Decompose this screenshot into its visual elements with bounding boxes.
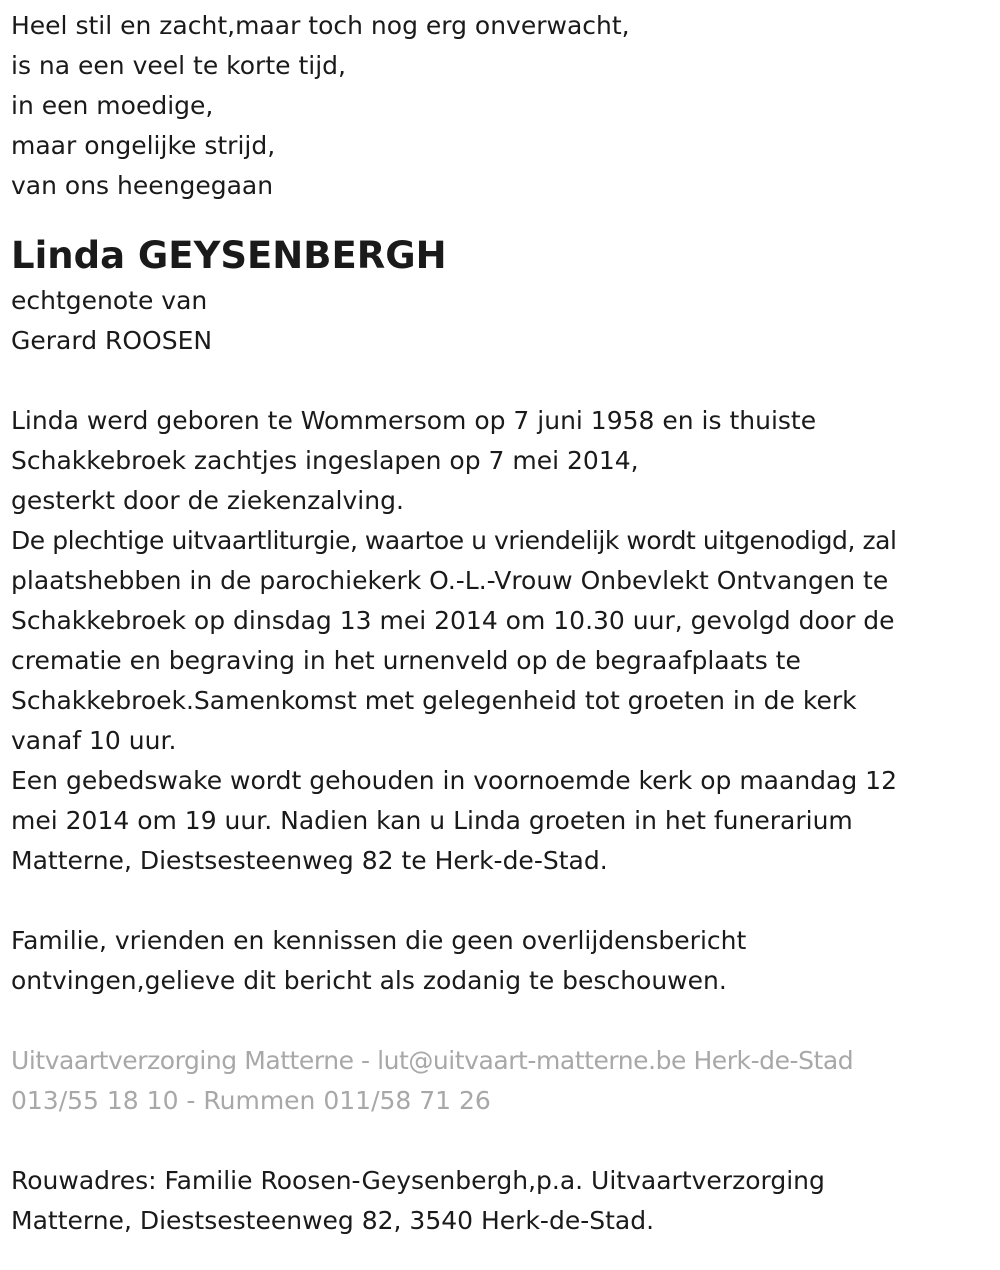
body-line: crematie en begraving in het urnenveld op de begraafplaats te [11, 646, 801, 675]
poem-line: is na een veel te korte tijd, [11, 51, 346, 80]
body-line: gesterkt door de ziekenzalving. [11, 486, 404, 515]
spouse-info [11, 281, 996, 361]
body-text [11, 401, 996, 881]
mourning-address [11, 1161, 996, 1241]
body-line: De plechtige uitvaartliturgie, waartoe u vriendelijk wordt uitgenodigd, zal [11, 526, 897, 555]
notice-line: ontvingen,gelieve dit bericht als zodanig te beschouwen. [11, 966, 727, 995]
body-line: Schakkebroek.Samenkomst met gelegenheid tot groeten in de kerk [11, 686, 857, 715]
body-line: Matterne, Diestsesteenweg 82 te Herk-de-Stad. [11, 846, 608, 875]
funeral-home-line: 013/55 18 10 - Rummen 011/58 71 26 [11, 1086, 491, 1115]
body-line: Linda werd geboren te Wommersom op 7 juni 1958 en is thuiste [11, 406, 817, 435]
body-line: mei 2014 om 19 uur. Nadien kan u Linda groeten in het funerarium [11, 806, 853, 835]
poem-line: van ons heengegaan [11, 171, 274, 200]
body-line: Een gebedswake wordt gehouden in voornoemde kerk op maandag 12 [11, 766, 897, 795]
body-line: Schakkebroek op dinsdag 13 mei 2014 om 10.30 uur, gevolgd door de [11, 606, 895, 635]
poem-line: maar ongelijke strijd, [11, 131, 276, 160]
notice [11, 921, 996, 1001]
notice-line: Familie, vrienden en kennissen die geen overlijdensbericht [11, 926, 747, 955]
death-notice [11, 0, 996, 1241]
body-line: plaatshebben in de parochiekerk O.-L.-Vrouw Onbevlekt Ontvangen te [11, 566, 889, 595]
poem-line: in een moedige, [11, 91, 214, 120]
poem-line: Heel stil en zacht,maar toch nog erg onverwacht, [11, 11, 630, 40]
address-line: Rouwadres: Familie Roosen-Geysenbergh,p.a. Uitvaartverzorging [11, 1166, 825, 1195]
body-line: Schakkebroek zachtjes ingeslapen op 7 mei 2014, [11, 446, 639, 475]
spouse-line: Gerard ROOSEN [11, 326, 213, 355]
address-line: Matterne, Diestsesteenweg 82, 3540 Herk-de-Stad. [11, 1206, 655, 1235]
body-line: vanaf 10 uur. [11, 726, 177, 755]
poem [11, 6, 996, 206]
deceased-name: Linda GEYSENBERGH [11, 234, 447, 277]
spouse-line: echtgenote van [11, 286, 208, 315]
funeral-home-line: Uitvaartverzorging Matterne - lut@uitvaart-matterne.be Herk-de-Stad [11, 1046, 854, 1075]
funeral-home [11, 1041, 996, 1121]
